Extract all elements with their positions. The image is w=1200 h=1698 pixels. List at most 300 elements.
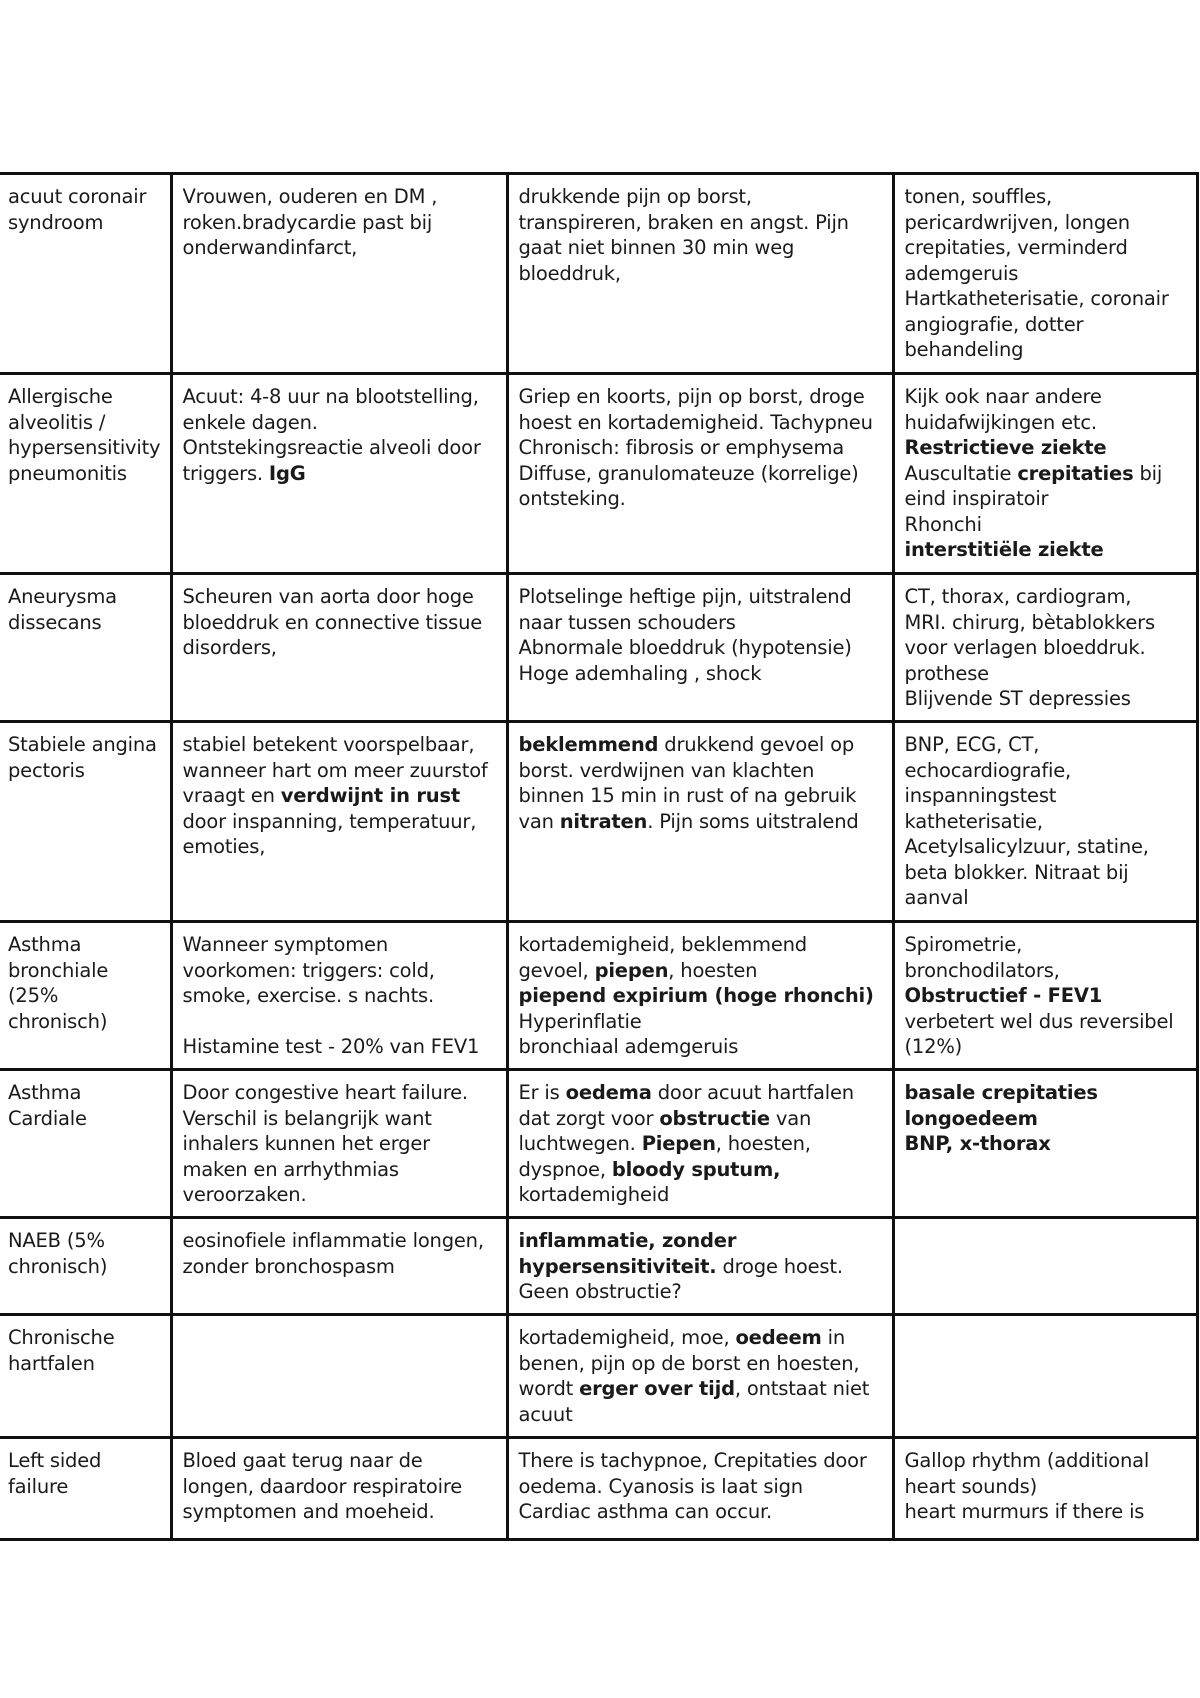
bold-text: piepen [594,958,669,982]
text-run: BNP, ECG, CT, [904,733,1040,756]
text-run: van [769,1106,812,1130]
cause-cell [171,574,507,722]
cell-line [519,486,884,512]
text-run: longen, daardoor respiratoire [182,1474,463,1498]
bold-text: Piepen [641,1132,716,1155]
text-run: pectoris [8,758,85,782]
bold-text: oedeem [735,1326,822,1349]
bold-text: nitraten [559,809,648,833]
text-run: Asthma [8,1081,82,1104]
text-run: pneumonitis [8,461,127,485]
text-run: inspanningstest [904,784,1057,807]
cell-line [519,610,884,636]
text-run: kortademigheid, moe, [518,1326,736,1349]
text-run: NAEB (5% [8,1229,105,1252]
cause-cell [171,1218,507,1315]
text-run: Cardiac asthma can occur. [518,1500,773,1523]
cell-line [905,184,1188,210]
cell-line [905,783,1188,809]
bold-text: longoedeem [904,1106,1038,1130]
cell-line [8,461,162,487]
text-run: Plotselinge heftige pijn, uitstralend [518,585,852,608]
cell-line [905,1080,1188,1106]
text-run: stabiel betekent voorspelbaar, [182,733,475,756]
cell-line [905,758,1188,784]
cell-line [519,435,884,461]
cell-line [183,1182,498,1208]
cell-line [183,1080,498,1106]
diagnostics-cell [893,374,1197,574]
bold-text: obstructie [659,1106,770,1130]
cell-line [183,1474,498,1500]
cell-line [183,1448,498,1474]
text-run: verbetert wel dus reversibel [904,1009,1174,1033]
text-run: Door congestive heart failure. [182,1081,468,1104]
bold-text: bloody sputum, [611,1157,781,1181]
text-run: huidafwijkingen etc. [904,410,1097,434]
cell-line [519,1325,884,1351]
cell-line [519,1157,884,1183]
cell-line [183,1009,498,1035]
cell-line [905,584,1188,610]
text-run: drukkend gevoel op [658,733,855,756]
symptoms-cell [507,722,893,922]
bold-text: beklemmend [518,733,659,756]
text-run: inhalers kunnen het erger [182,1132,430,1155]
cell-line [905,384,1188,410]
cell-line [519,1009,884,1035]
cell-line [519,732,884,758]
cell-line [519,958,884,984]
bold-text: oedema [565,1081,652,1104]
cause-cell [171,922,507,1070]
text-run: van [518,809,560,833]
bold-text: interstitiële ziekte [904,538,1104,561]
cell-line [905,983,1188,1009]
text-run: angiografie, dotter [904,312,1084,336]
bold-text: inflammatie, zonder [518,1229,737,1252]
cell-line [905,1106,1188,1132]
cell-line [183,1131,498,1157]
text-run: enkele dagen. [182,410,318,434]
text-run: Bloed gaat terug naar de [182,1449,423,1472]
cell-line [183,610,498,636]
text-run: acuut [518,1402,573,1426]
cause-cell [171,374,507,574]
cell-line [183,1228,498,1254]
text-run: binnen 15 min in rust of na gebruik [518,784,857,807]
text-run: tonen, souffles, [904,185,1052,208]
symptoms-cell [507,374,893,574]
cell-line [519,1279,884,1305]
bold-text: Obstructief - FEV1 [904,984,1103,1007]
text-run: failure [8,1474,69,1498]
text-run: , ontstaat niet [734,1377,870,1400]
cell-line [905,286,1188,312]
bold-text: piepend expirium (hoge rhonchi) [518,984,874,1007]
cell-line [519,1131,884,1157]
cell-line [8,1009,162,1035]
cell-line [905,486,1188,512]
text-run: bloeddruk en connective tissue [182,610,483,634]
condition-cell [0,1070,171,1218]
condition-cell [0,922,171,1070]
cell-line [519,1228,884,1254]
condition-cell [0,574,171,722]
text-run: aanval [904,886,969,909]
text-run: Ontstekingsreactie alveoli door [182,436,481,459]
cell-line [519,1499,884,1525]
text-run: Kijk ook naar andere [904,385,1102,408]
text-run: katheterisatie, [904,809,1043,833]
cell-line [905,732,1188,758]
cell-line [519,384,884,410]
text-run: hypersensitivity [8,436,161,459]
cell-line [183,983,498,1009]
cell-line [183,235,498,261]
text-run: kortademigheid [518,1183,670,1206]
text-run: maken en arrhythmias [182,1157,399,1181]
cell-line [905,958,1188,984]
cell-line [183,461,498,487]
cell-line [8,384,162,410]
text-run: dissecans [8,610,102,634]
text-run: roken.bradycardie past bij [182,210,433,234]
symptoms-cell [507,574,893,722]
cell-line [905,512,1188,538]
text-run: There is tachypnoe, Crepitaties door [518,1449,867,1472]
text-run: gevoel, [518,958,595,982]
cell-line [519,1080,884,1106]
text-run: Geen obstructie? [518,1280,682,1303]
cell-line [519,1254,884,1280]
text-run: beta blokker. Nitraat bij [904,860,1129,884]
cell-line [905,1034,1188,1060]
text-run: ontsteking. [518,487,626,510]
text-run: bloeddruk, [518,261,621,285]
cell-line [905,610,1188,636]
cell-line [8,1106,162,1132]
text-run: Left sided [8,1449,102,1472]
text-run: CT, thorax, cardiogram, [904,585,1132,608]
cell-line [519,410,884,436]
text-run: voorkomen: triggers: cold, [182,958,435,982]
cell-line [905,809,1188,835]
cell-line [519,1402,884,1428]
text-run: alveolitis / [8,410,106,434]
cell-line [183,584,498,610]
text-run: Asthma [8,933,82,956]
cell-line [519,1376,884,1402]
cell-line [905,635,1188,661]
cell-line [183,635,498,661]
text-run: gaat niet binnen 30 min weg [518,236,795,259]
text-run: Diffuse, granulomateuze (korrelige) [518,461,859,485]
text-run: dyspnoe, [518,1157,612,1181]
text-run: onderwandinfarct, [182,236,358,259]
text-run: MRI. chirurg, bètablokkers [904,610,1155,634]
cell-line [519,235,884,261]
cell-line [519,1351,884,1377]
text-run: Scheuren van aorta door hoge [182,585,474,608]
cell-line [905,834,1188,860]
cell-line [8,184,162,210]
cell-line [183,1499,498,1525]
text-run: chronisch) [8,1254,108,1278]
cell-line [8,758,162,784]
cell-line [905,1499,1188,1525]
cell-line [905,885,1188,911]
text-run: pericardwrijven, longen [904,210,1130,234]
cell-line [519,184,884,210]
cell-line [8,584,162,610]
cell-line [8,210,162,236]
text-run: disorders, [182,636,277,659]
text-run: symptomen and moeheid. [182,1500,435,1523]
bold-text: basale crepitaties [904,1081,1098,1104]
cell-line [183,210,498,236]
cell-line [8,983,162,1009]
table-row [0,722,1197,922]
text-run: bij [1133,461,1163,485]
cell-line [519,783,884,809]
cell-line [8,1080,162,1106]
text-run: triggers. [182,461,269,485]
text-run: Abnormale bloeddruk (hypotensie) [518,636,852,659]
text-run: Spirometrie, [904,933,1023,956]
table-row [0,1218,1197,1315]
diagnostics-cell [893,1438,1197,1540]
cell-line [519,1182,884,1208]
text-run: heart murmurs if there is [904,1500,1145,1523]
text-run: Vrouwen, ouderen en DM , [182,185,438,208]
text-run: Chronische [8,1326,115,1349]
diagnostics-cell [893,922,1197,1070]
cell-line [905,1009,1188,1035]
cell-line [519,661,884,687]
diagnostics-cell [893,174,1197,374]
text-run: Hyperinflatie [518,1009,642,1033]
cell-line [905,210,1188,236]
cell-line [905,860,1188,886]
text-run: acuut coronair [8,185,147,208]
text-run: borst. verdwijnen van klachten [518,758,815,782]
cell-line [183,1157,498,1183]
cell-line [183,384,498,410]
cell-line [519,758,884,784]
text-run: Hartkatheterisatie, coronair [904,287,1169,310]
condition-cell [0,374,171,574]
bold-text: IgG [268,461,306,485]
text-run: door inspanning, temperatuur, [182,809,477,833]
cell-line [8,610,162,636]
cell-line [183,758,498,784]
bold-text: BNP, x-thorax [904,1132,1051,1155]
text-run: ademgeruis [904,261,1019,285]
text-run: Acuut: 4-8 uur na blootstelling, [182,385,479,408]
cause-cell [171,1070,507,1218]
cell-line [519,461,884,487]
bold-text: hypersensitiviteit. [518,1254,717,1278]
symptoms-cell [507,1315,893,1438]
cell-line [519,809,884,835]
diagnostics-cell [893,1315,1197,1438]
cell-line [905,461,1188,487]
text-run: . Pijn soms uitstralend [647,809,859,833]
text-run: Chronisch: fibrosis or emphysema [518,436,845,459]
text-run: wordt [518,1377,580,1400]
cause-cell [171,174,507,374]
text-run: bronchodilators, [904,958,1060,982]
text-run: (25% [8,984,59,1007]
cell-line [905,932,1188,958]
text-run: vraagt en [182,784,281,807]
cell-line [183,184,498,210]
cell-line [905,261,1188,287]
text-run: Allergische [8,385,113,408]
text-run: eind inspiratoir [904,487,1049,510]
condition-cell [0,722,171,922]
cell-line [8,1254,162,1280]
cell-line [519,584,884,610]
cell-line [519,261,884,287]
table-row [0,922,1197,1070]
text-run: echocardiografie, [904,758,1072,782]
text-run: , hoesten, [715,1132,811,1155]
cell-line [519,1474,884,1500]
text-run: drukkende pijn op borst, [518,185,752,208]
text-run: hoest en kortademigheid. Tachypneu [518,410,873,434]
text-run: chronisch) [8,1009,108,1033]
cell-line [183,783,498,809]
table-row [0,374,1197,574]
symptoms-cell [507,1438,893,1540]
cell-line [183,1106,498,1132]
text-run: transpireren, braken en angst. Pijn [518,210,849,234]
text-run: oedema. Cyanosis is laat sign [518,1474,803,1498]
symptoms-cell [507,1218,893,1315]
text-run: emoties, [182,835,266,858]
cell-line [183,932,498,958]
cell-line [905,410,1188,436]
text-run: naar tussen schouders [518,610,736,634]
text-run: Histamine test - 20% van FEV1 [182,1035,480,1058]
cell-line [519,635,884,661]
text-run: Auscultatie [904,461,1018,485]
diagnostics-cell [893,722,1197,922]
text-run: dat zorgt voor [518,1106,660,1130]
cell-line [905,312,1188,338]
diagnostics-cell [893,1070,1197,1218]
text-run: hartfalen [8,1351,95,1375]
cell-line [8,1474,162,1500]
cell-line [8,435,162,461]
text-run: Hoge ademhaling , shock [518,661,762,685]
condition-cell [0,1438,171,1540]
condition-cell [0,174,171,374]
cell-line [8,410,162,436]
disease-comparison-table [0,172,1199,1541]
text-run: Acetylsalicylzuur, statine, [904,835,1149,858]
cell-line [183,732,498,758]
cause-cell [171,722,507,922]
cell-line [519,1448,884,1474]
cell-line [519,983,884,1009]
cause-cell [171,1438,507,1540]
text-run: prothese [904,661,989,685]
text-run: benen, pijn op de borst en hoesten, [518,1351,860,1375]
cell-line [905,661,1188,687]
symptoms-cell [507,922,893,1070]
cell-line [519,210,884,236]
cell-line [519,1106,884,1132]
cell-line [183,1254,498,1280]
cell-line [519,1034,884,1060]
cell-line [8,1448,162,1474]
diagnostics-cell [893,1218,1197,1315]
table-row [0,174,1197,374]
text-run: zonder bronchospasm [182,1254,395,1278]
text-run: crepitaties, verminderd [904,236,1128,259]
text-run: luchtwegen. [518,1132,642,1155]
cell-line [183,435,498,461]
text-run: in [821,1326,846,1349]
text-run: bronchiaal ademgeruis [518,1035,739,1058]
table-row [0,1315,1197,1438]
bold-text: erger over tijd [579,1377,735,1400]
cell-line [905,1131,1188,1157]
symptoms-cell [507,174,893,374]
cell-line [183,958,498,984]
text-run: Gallop rhythm (additional [904,1449,1150,1472]
cell-line [905,1448,1188,1474]
text-run: syndroom [8,210,104,234]
cell-line [905,337,1188,363]
text-run: Stabiele angina [8,733,157,756]
text-run: heart sounds) [904,1474,1038,1498]
cell-line [905,1474,1188,1500]
cell-line [8,1228,162,1254]
cell-line [183,410,498,436]
text-run: kortademigheid, beklemmend [518,933,807,956]
condition-cell [0,1218,171,1315]
diagnostics-cell [893,574,1197,722]
text-run: wanneer hart om meer zuurstof [182,758,488,782]
cell-line [8,958,162,984]
bold-text: crepitaties [1017,461,1134,485]
text-run: behandeling [904,338,1024,361]
cell-line [8,932,162,958]
cell-line [905,435,1188,461]
text-run: smoke, exercise. s nachts. [182,984,434,1007]
cause-cell [171,1315,507,1438]
text-run: Griep en koorts, pijn op borst, droge [518,385,865,408]
text-run: Blijvende ST depressies [904,687,1131,710]
cell-line [905,686,1188,712]
cell-line [905,537,1188,563]
text-run: (12%) [904,1035,963,1058]
table-body [0,174,1197,1540]
bold-text: Restrictieve ziekte [904,436,1107,459]
text-run: Rhonchi [904,512,982,536]
text-run: bronchiale [8,958,109,982]
text-run: Verschil is belangrijk want [182,1106,432,1130]
table-row [0,1070,1197,1218]
text-run: Er is [518,1081,566,1104]
table-row [0,574,1197,722]
text-run: voor verlagen bloeddruk. [904,636,1146,659]
cell-line [183,1034,498,1060]
